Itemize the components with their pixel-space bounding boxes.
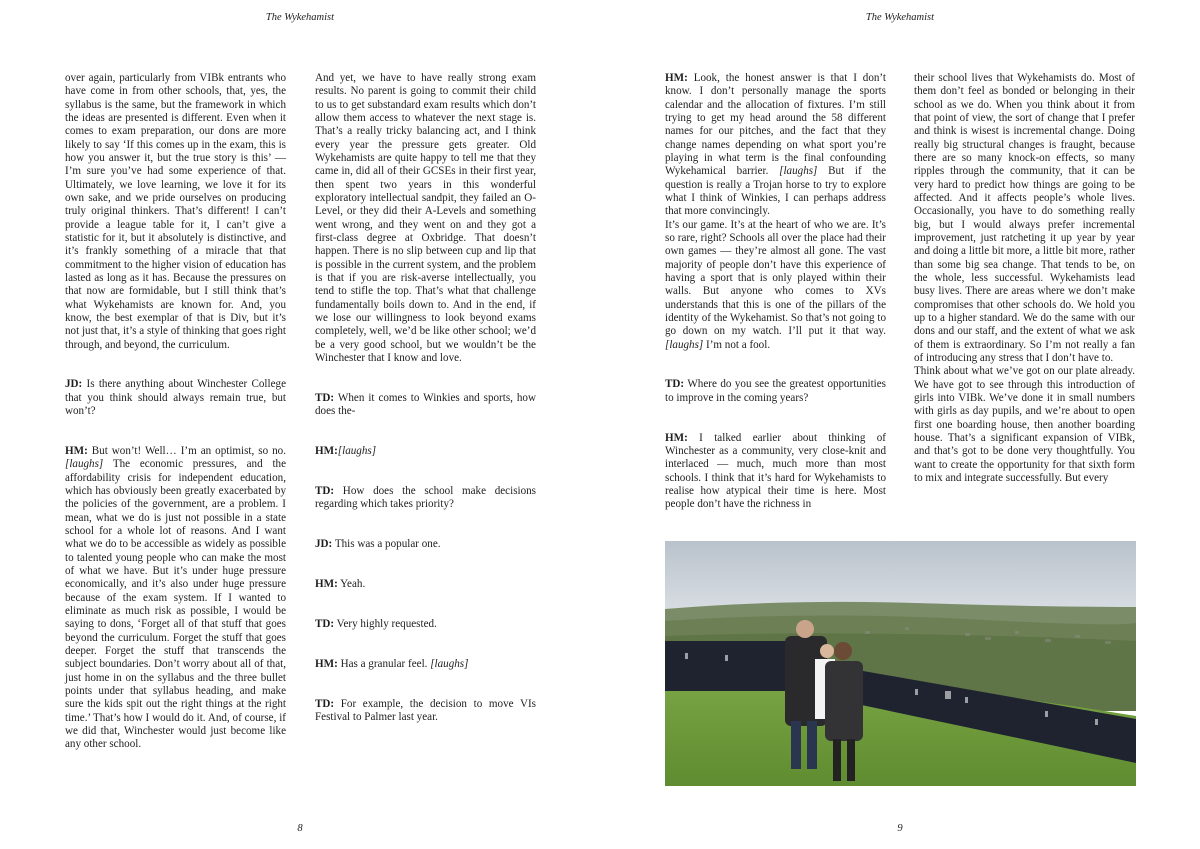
paragraph-text: Where do you see the greatest opportunities to improve in the coming years?	[665, 378, 886, 404]
running-header: The Wykehamist	[265, 12, 335, 23]
right-page	[600, 0, 1200, 849]
paragraph	[315, 538, 536, 551]
speaker-label: TD:	[315, 484, 335, 497]
paragraph-text: Look, the honest answer is that I don’t know. I don’t personally manage the sports calendar and the allocation of fixtures. I’m still trying to get my head around the 58 different names for our pitches, and the fact that they change names depending on what sport you’re playing in what term is the final confounding Wykehamical barrier.	[665, 72, 886, 178]
speaker-label: JD:	[315, 538, 333, 551]
paragraph-text: But if the question is really a Trojan horse to try to explore what I think of Winkies, I can perhaps address that more convincingly.	[665, 165, 886, 218]
paragraph-text: This was a popular one.	[332, 538, 441, 551]
speaker-label: TD:	[665, 378, 685, 391]
page-number: 9	[897, 823, 903, 834]
stage-direction: [laughs]	[65, 458, 104, 471]
paragraph	[315, 578, 536, 591]
paragraph-text: How does the school make decisions regarding which takes priority?	[315, 484, 536, 511]
paragraph	[65, 445, 286, 752]
paragraph	[315, 698, 536, 725]
stage-direction: [laughs]	[665, 338, 704, 351]
running-header: The Wykehamist	[865, 12, 935, 23]
paragraph	[914, 72, 1135, 365]
paragraph	[65, 72, 286, 352]
speaker-label: HM:	[315, 578, 338, 591]
page-number: 8	[297, 823, 303, 834]
paragraph-text: And yet, we have to have really strong exam results. No parent is going to commit their child to us to get substandard exam results which don’t allow them access to whatever the next stage is. That’s a really tricky balancing act, and I think every year the pressure gets greater. Old Wykehamists are quite happy to tell me that they came in, did all of their GCSEs in their first year, then spent two years in this wonderful exploratory intellectual sandpit, they failed an O-Level, or they did their A-Levels and something went wrong, and they went on and they got a first-class degree at Oxbridge. That doesn’t happen. There is no slip between cup and lip that is possible in the current system, and the problem is that if you are risk-averse intellectually, you tend to stifle the top. That’s what that challenge fundamentally boils down to. And in the end, if we lose our willingness to look beyond exams completely, well, we’d be like other school; we’d be a very good school, but we wouldn’t be the Winchester that I know and love.	[315, 72, 536, 364]
paragraph	[665, 432, 886, 512]
paragraph-text: For example, the decision to move VIs Festival to Palmer last year.	[315, 697, 536, 724]
paragraph	[665, 219, 886, 352]
stage-direction: [laughs]	[430, 658, 469, 670]
paragraph-text: When it comes to Winkies and sports, how does the-	[315, 391, 536, 418]
speaker-label: JD:	[65, 378, 83, 391]
text-column-4	[914, 72, 1135, 485]
text-column-2	[315, 72, 536, 725]
stage-direction: [laughs]	[337, 445, 377, 458]
paragraph	[315, 618, 536, 631]
speaker-label: HM:	[315, 445, 338, 458]
paragraph-text: The economic pressures, and the affordability crisis for independent education, which has obviously been greatly exacerbated by the policies of the government, are a problem. I mean, what we do is just not possible in a state school for a whole lot of reasons. And I want what we do to be accessible as widely as possible to talented young people who can make the most of what we have. But it’s under huge pressure economically, and it’s also under huge pressure because of the exam system. If I wanted to eliminate as much risk as possible, I would be saying to dons, ‘Forget all of that stuff that goes beyond the curriculum. Forget the stuff that goes deeper. Forget the stuff that transcends the subject boundaries. Don’t worry about all of that, just home in on the syllabus and the three bullet points under that syllabus heading, and make sure the kids spit out the right things at the right time.’ That’s how I would do it. And, of course, if we did that, Winchester would just become like any other school.	[65, 458, 286, 751]
paragraph	[65, 378, 286, 418]
text-column-1	[65, 72, 286, 752]
paragraph	[315, 445, 536, 458]
paragraph-text: over again, particularly from VIBk entrants who have come in from other schools, that, yes, the syllabus is the same, but the framework in which the ideas are presented is different. Even when it comes to exam preparation, our dons are more likely to say ‘If this comes up in the exam, this is how you answer it, but the true story is this’ — I’m sure you’ve had some experience of that. Ultimately, we love learning, we love it for its own sake, and we pride ourselves on producing truly original thinkers. That’s different! I can’t provide a league table for it, I can’t give a statistic for it, but it absolutely is distinctive, and it’s frankly something of a miracle that that commitment to the higher vision of education has lasted as long as it has. Because the pressures on that now are formidable, but I still think that’s what Wykehamists are known for. And, you know, the best exemplar of that is Div, but it’s not just that, it’s a style of thinking that goes right through, and beyond, the curriculum.	[65, 72, 286, 351]
paragraph-text: Very highly requested.	[334, 618, 437, 631]
paragraph-text: Think about what we’ve got on our plate already. We have got to see through this introduction of girls into VIBk. We’ve done it in small numbers with girls as day pupils, and we’re about to open first one boarding house, then another boarding house. That’s a significant expansion of VIBk, and that’s got to be done very thoughtfully. You want to create the opportunity for that sixth form to mix and integrate successfully. But every	[914, 365, 1135, 484]
speaker-label: HM:	[65, 445, 88, 458]
paragraph	[665, 72, 886, 219]
paragraph-text: Yeah.	[337, 578, 366, 591]
paragraph-text: their school lives that Wykehamists do. Most of them don’t feel as bonded or belonging in their school as we do. When you think about it from that point of view, the sort of change that I prefer and think is wisest is incremental change. Doing really big structural changes is fraught, because there are so many knock-on effects, so many ripples through the community, that it can be very hard to predict how things are going to be affected. And it affects people’s whole lives. Occasionally, you have to do something really big, but I would always prefer incremental improvement, just ratcheting it up year by year and doing a little bit more, a little bit more, rather than some big sea change. That tends to be, on the whole, less successful. Wykehamists lead busy lives. There are areas where we don’t make compromises that other schools do. We hold you up to a higher standard. We do the same with our dons and our staff, and the extent of what we ask of them is extraordinary. So I’m not really a fan of introducing any stress that I don’t have to.	[914, 72, 1135, 364]
outdoor-gathering-photo-icon	[665, 541, 1136, 786]
paragraph-text: But won’t! Well… I’m an optimist, so no.	[87, 445, 286, 458]
paragraph-text: Has a granular feel.	[337, 658, 431, 670]
paragraph	[315, 72, 536, 365]
paragraph-text: It’s our game. It’s at the heart of who we are. It’s so rare, right? Schools all over the place had their own games — they’re almost all gone. The vast majority of people don’t have this experience of having a sport that is only played within their walls. But anyone who comes to XVs understands that this is one of the pillars of the identity of the Wykehamist. So that’s not going to go down on my watch. I’ll put it that way.	[665, 218, 886, 338]
paragraph-text: I talked earlier about thinking of Winchester as a community, very close-knit and interlaced — much, much more than most schools. I think that it’s hard for Wykehamists to realise how atypical their time is here. Most people don’t have the richness in	[665, 431, 886, 511]
paragraph	[914, 365, 1135, 485]
speaker-label: TD:	[315, 391, 335, 404]
paragraph	[315, 392, 536, 419]
paragraph	[315, 485, 536, 512]
paragraph-text: Is there anything about Winchester College that you think should always remain true, but won’t?	[65, 378, 286, 418]
speaker-label: HM:	[665, 72, 688, 84]
speaker-label: HM:	[315, 658, 338, 670]
text-column-3	[665, 72, 886, 512]
paragraph	[315, 658, 536, 671]
paragraph	[665, 378, 886, 405]
paragraph-text: I’m not a fool.	[703, 338, 771, 351]
speaker-label: TD:	[315, 618, 335, 631]
speaker-label: TD:	[315, 697, 335, 710]
stage-direction: [laughs]	[779, 165, 818, 178]
speaker-label: HM:	[665, 431, 688, 444]
